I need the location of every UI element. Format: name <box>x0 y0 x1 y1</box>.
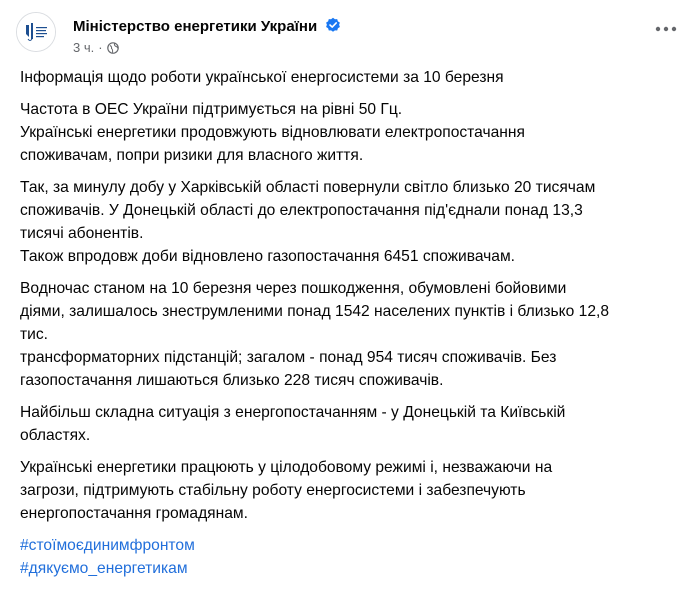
page-name-link[interactable]: Міністерство енергетики України <box>73 18 318 35</box>
meta-separator: · <box>98 40 103 55</box>
post-paragraph: Водночас станом на 10 березня через пошкодження, обумовлені бойовими діями, залишалось знеструмленими понад 1542 населених пунктів і близько 12,8 тис. трансформаторних підстанцій; загалом - понад 954 тисяч споживачів. Без газопостачання лишаються близько 228 тисяч споживачів. <box>20 280 610 389</box>
post-paragraph: Частота в ОЕС України підтримується на рівні 50 Гц. Українські енергетики продовжують відновлювати електропостачання споживачам, попри ризики для власного життя. <box>20 101 525 164</box>
post-paragraph: Українські енергетики працюють у цілодобовому режимі і, незважаючи на загрози, підтримують стабільну роботу енергосистеми і забезпечують енергопостачання громадянам. <box>20 459 553 522</box>
post-header <box>16 10 684 60</box>
verified-badge-icon <box>325 17 341 33</box>
page-avatar[interactable] <box>16 12 56 52</box>
page-name-row <box>73 17 341 35</box>
hashtag-link[interactable]: #дякуємо_енергетикам <box>20 560 188 577</box>
post-paragraph: Інформація щодо роботи української енергосистеми за 10 березня <box>20 69 504 86</box>
hashtag-link[interactable]: #стоїмоєдинимфронтом <box>20 537 195 554</box>
ministry-coat-of-arms-icon <box>17 13 55 51</box>
post-body <box>20 66 690 580</box>
globe-icon[interactable] <box>107 42 119 54</box>
post-paragraph: Найбільш складна ситуація з енергопостачанням - у Донецькій та Київській областях. <box>20 404 566 444</box>
post-paragraph: Так, за минулу добу у Харківській області повернули світло близько 20 тисячам споживачів. У Донецькій області до електропостачання під'єднали понад 13,3 тисячі абонентів. Також впродовж доби відновлено газопостачання 6451 споживачам. <box>20 179 596 265</box>
more-options-icon[interactable] <box>654 24 678 34</box>
post-meta <box>73 40 119 55</box>
post-timestamp[interactable]: 3 ч. <box>73 40 95 55</box>
